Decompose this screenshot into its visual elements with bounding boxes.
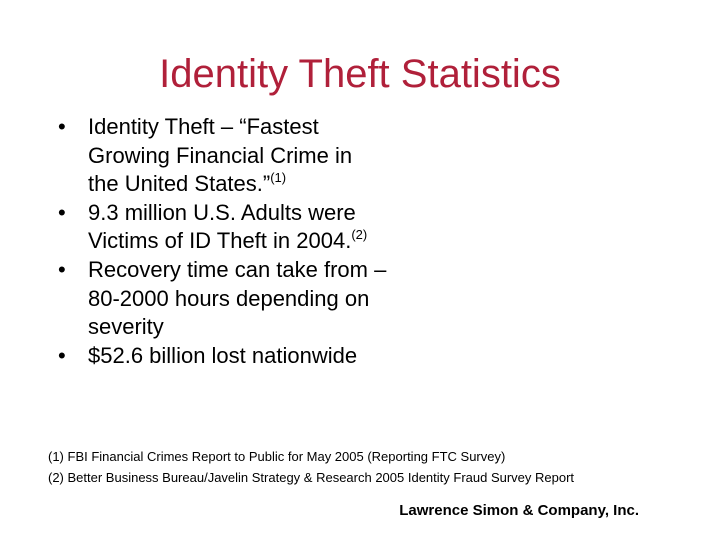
footnotes (48, 446, 688, 488)
bullet-icon: • (58, 342, 66, 368)
footnote-ref: (1) (270, 170, 287, 186)
bullet-text (88, 342, 388, 371)
bullet-icon: • (58, 199, 66, 225)
bullet-item (58, 113, 388, 199)
footnote-ref: (2) (351, 227, 368, 243)
bullet-icon: • (58, 114, 66, 139)
slide-title: Identity Theft Statistics (159, 52, 561, 96)
bullet-text (88, 113, 388, 199)
bullet-text-body: Recovery time can take from – 80-2000 hours depending on severity (88, 256, 387, 340)
bullet-item (58, 256, 388, 342)
bullet-text-body: Identity Theft – “Fastest Growing Financial Crime in the United States.” (88, 114, 353, 197)
bullet-text-body: $52.6 billion lost nationwide (88, 342, 358, 368)
bullet-text (88, 199, 388, 256)
bullet-item (58, 199, 388, 256)
footnote-1: (1) FBI Financial Crimes Report to Public for May 2005 (Reporting FTC Survey) (48, 449, 506, 464)
bullet-list (58, 113, 388, 370)
bullet-icon: • (58, 256, 66, 282)
bullet-text-body: 9.3 million U.S. Adults were Victims of ID Theft in 2004. (88, 199, 356, 254)
footnote-2: (2) Better Business Bureau/Javelin Strategy & Research 2005 Identity Fraud Survey Report (48, 470, 575, 485)
bullet-item (58, 342, 388, 371)
company-name: Lawrence Simon & Company, Inc. (399, 502, 639, 519)
bullet-text (88, 256, 388, 342)
